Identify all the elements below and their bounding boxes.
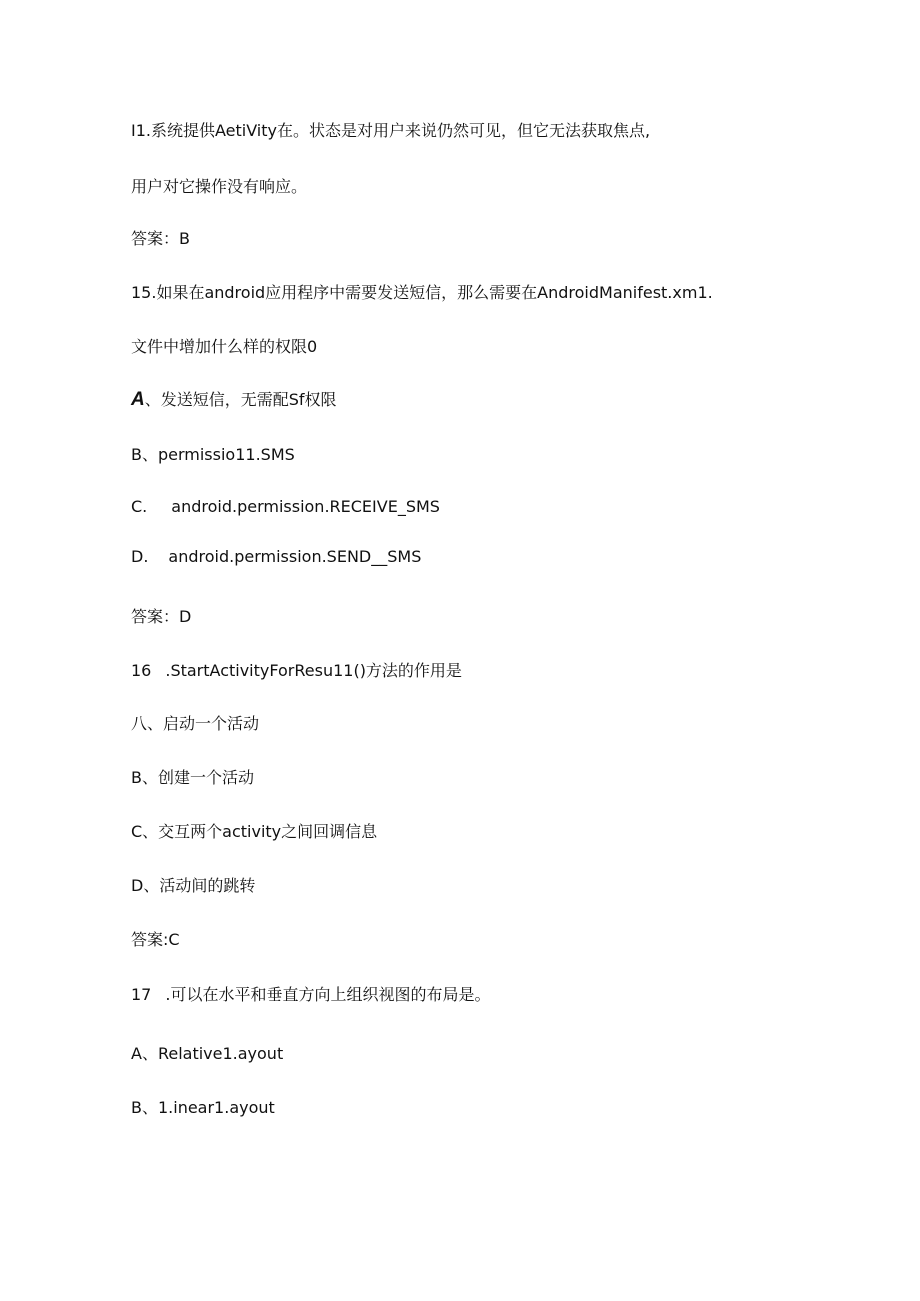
q14-line-2: 用户对它操作没有响应。 <box>131 177 308 196</box>
q15-option-c <box>131 496 440 518</box>
q16-text: .StartActivityForResu11()方法的作用是 <box>165 661 462 680</box>
q15-option-c-letter: C. <box>131 497 148 516</box>
q15-option-d-letter: D. <box>131 547 149 566</box>
q15-option-a <box>131 389 337 411</box>
q17-option-a: A、Relative1.ayout <box>131 1044 284 1063</box>
q16-option-d: D、活动间的跳转 <box>131 876 256 895</box>
q16-option-b: B、创建一个活动 <box>131 768 254 787</box>
q14-line-1: I1.系统提供AetiVity在。状态是对用户来说仍然可见，但它无法获取焦点, <box>131 121 651 140</box>
q17-text: .可以在水平和垂直方向上组织视图的布局是。 <box>165 985 491 1004</box>
q14-answer: 答案：B <box>131 229 190 248</box>
q15-answer: 答案：D <box>131 607 192 626</box>
q15-option-c-text: android.permission.RECEIVE_SMS <box>171 497 440 516</box>
q15-option-a-text: 、发送短信，无需配Sf权限 <box>144 390 337 409</box>
q16-number: 16 <box>131 661 152 680</box>
q15-option-a-letter: A <box>131 389 145 410</box>
q16-option-c: C、交互两个activity之间回调信息 <box>131 822 378 841</box>
q15-option-d <box>131 546 421 568</box>
q15-line-2: 文件中增加什么样的权限0 <box>131 337 318 356</box>
q17-number: 17 <box>131 985 152 1004</box>
q17-question <box>131 984 490 1006</box>
q15-line-1: 15.如果在android应用程序中需要发送短信，那么需要在AndroidManifest.xm1. <box>131 283 713 302</box>
q16-answer: 答案:C <box>131 930 180 949</box>
q15-option-b: B、permissio11.SMS <box>131 445 295 464</box>
q16-option-a: 八、启动一个活动 <box>131 714 260 733</box>
q17-option-b: B、1.inear1.ayout <box>131 1098 275 1117</box>
q16-question <box>131 660 462 682</box>
q15-option-d-text: android.permission.SEND__SMS <box>168 547 422 566</box>
